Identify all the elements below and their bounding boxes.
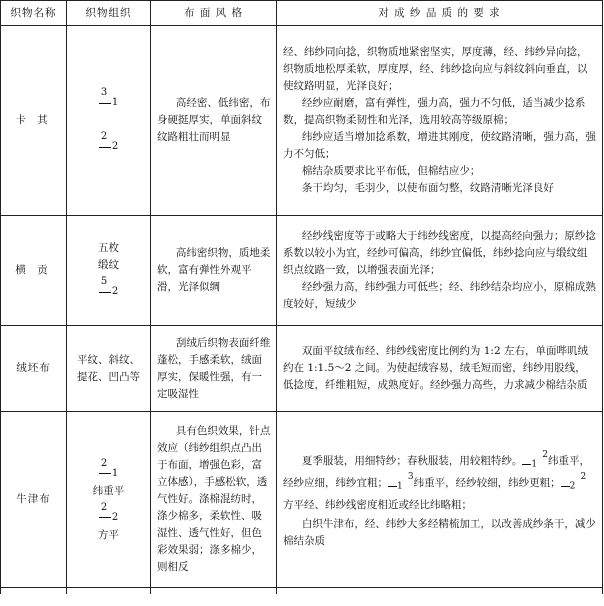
- organization-line: 方平: [98, 528, 119, 541]
- yarn-requirements: [277, 326, 603, 412]
- yarn-requirements: [277, 26, 603, 216]
- inline-weave-fraction: $\frac{2}{2}$: [561, 473, 587, 493]
- header-fabric-name: 织物名称: [1, 1, 67, 26]
- requirement-paragraph: 条干均匀，毛羽少，以使布面匀整，纹路清晰光泽良好: [301, 182, 554, 194]
- fabric-name: 横 贡: [1, 216, 67, 326]
- table-continuation-row: [1, 588, 603, 595]
- organization-line: 提花、凹凸等: [77, 370, 140, 383]
- yarn-requirements: [277, 216, 603, 326]
- organization-line: 五枚: [98, 242, 119, 254]
- requirement-paragraph: 双面平纹绒布经、纬纱线密度比例约为 1:2 左右，单面哔叽绒约在 1:1.5～2 之间。为使起绒容易，绒毛短而密，纬纱用股线，低捻度，纤维粗短，成熟度好。经纱强力高些，力求减少棉结杂质: [283, 345, 588, 391]
- fabric-style: 刮绒后织物表面纤维蓬松，手感柔软，绒面厚实，保暖性强，有一定吸湿性: [151, 326, 277, 412]
- fabric-name: 卡 其: [1, 26, 67, 216]
- fabric-name: 牛津布: [1, 412, 67, 588]
- requirement-paragraph: 棉结杂质要求比平布低，但棉结应少；: [301, 165, 481, 177]
- requirement-paragraph: 经纱线密度等于或略大于纬纱线密度，以提高经向强力；原纱捻系数以较小为宜，经纱可偏高，纬纱宜偏低，纬纱捻向应与缎纹组织点纹路一致，以增强表面光泽；: [283, 230, 596, 276]
- requirement-paragraph: 经纱强力高，纬纱强力可低些；经、纬纱结杂均应小，原棉成熟度较好，短绒少: [283, 281, 596, 310]
- requirement-paragraph: 夏季服装，用细特纱；春秋服装，用较粗特纱。 $\frac{2}{1}$纬重平，经纱应细，纬纱宜粗； $\frac{3}{1}$纬重平，经纱较细，纬纱更粗； $\frac{2}{2}$方平经、纬纱线密度相近或经比纬略粗；: [283, 449, 591, 511]
- organization-line: 平纹、斜纹、: [77, 353, 140, 366]
- fabric-organization: [67, 26, 151, 216]
- requirement-paragraph: 纬纱应适当增加捻系数，增进其刚度，使纹路清晰，强力高，强力不匀低；: [283, 131, 596, 160]
- table-row-oxford: [1, 412, 603, 588]
- requirement-paragraph: 白织牛津布，经、纬纱大多经精梳加工，以改善成纱条干，减少棉结杂质: [283, 517, 596, 547]
- header-yarn-requirements: 对 成 纱 品 质 的 要 求: [277, 1, 603, 26]
- weave-fraction: $\frac{3}{1}$: [100, 87, 119, 108]
- fabric-organization: [67, 216, 151, 326]
- weave-fraction: $\frac{5}{2}$: [100, 276, 119, 297]
- fabric-style: 高纬密织物，质地柔软，富有弹性外观平滑，光泽似绸: [151, 216, 277, 326]
- requirement-paragraph: 经、纬纱同向捻，织物质地紧密坚实，厚度薄，经、纬纱异向捻，织物质地松厚柔软，厚度厚，经、纬纱捻向应与斜纹斜向垂直，以使纹路明显，光泽良好；: [283, 46, 588, 92]
- weave-fraction: $\frac{2}{2}$: [100, 501, 119, 523]
- header-row: [1, 1, 603, 26]
- organization-line: 纬重平: [92, 484, 125, 497]
- fabric-style: 具有色织效果，针点效应（纬纱组织点凸出于布面，增强色彩，富立体感），手感松软，透气性好。涤棉混纺时，涤少棉多，柔软性、吸湿性、透气性好，但色彩效果弱；涤多棉少，则相反: [151, 412, 277, 588]
- fabric-name: 绒坯布: [1, 326, 67, 412]
- inline-weave-fraction: $\frac{2}{1}$: [522, 451, 548, 471]
- fabric-organization: [67, 326, 151, 412]
- fabric-organization: [67, 412, 151, 588]
- weave-fraction: $\frac{2}{2}$: [100, 131, 119, 152]
- table-row-sateen: [1, 216, 603, 326]
- header-fabric-organization: 织物组织: [67, 1, 151, 26]
- requirement-paragraph: 经纱应耐磨，富有弹性，强力高，强力不匀低，适当减少捻系数，提高织物柔韧性和光泽，选用较高等级原棉；: [283, 97, 586, 126]
- header-fabric-style: 布 面 风 格: [151, 1, 277, 26]
- table-row-flannel-greige: [1, 326, 603, 412]
- fabric-style: 高经密、低纬密，布身硬挺厚实，单面斜纹纹路粗壮而明显: [151, 26, 277, 216]
- organization-line: 缎纹: [98, 259, 119, 271]
- table-row-khaki: [1, 26, 603, 216]
- yarn-requirements: [277, 412, 603, 588]
- weave-fraction: $\frac{2}{1}$: [100, 457, 119, 479]
- inline-weave-fraction: $\frac{3}{1}$: [388, 473, 414, 493]
